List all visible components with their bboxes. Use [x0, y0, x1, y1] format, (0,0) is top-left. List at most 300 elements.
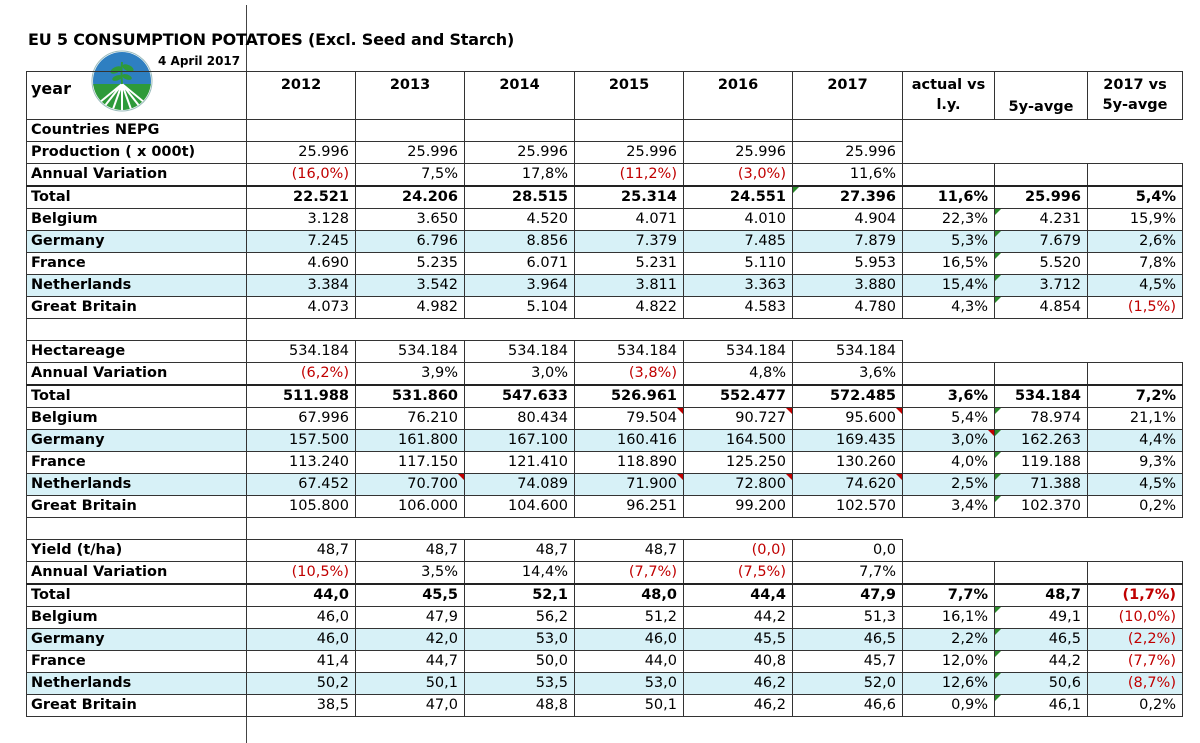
yield-head-value: (0,0) — [684, 540, 793, 562]
empty-cell — [995, 363, 1088, 386]
avg-cell: 4.231 — [995, 209, 1088, 231]
vs-avg-cell: 15,9% — [1088, 209, 1183, 231]
empty-cell — [684, 120, 793, 142]
value-cell: 3.964 — [465, 275, 575, 297]
avg-cell: 71.388 — [995, 474, 1088, 496]
yield-variation-value: (7,7%) — [575, 562, 684, 585]
vs-ly-cell: 3,4% — [903, 496, 995, 518]
value-cell: 24.551 — [684, 186, 793, 209]
value-cell: 45,5 — [684, 629, 793, 651]
value-cell: 46,5 — [793, 629, 903, 651]
value-cell: 167.100 — [465, 430, 575, 452]
header-row — [27, 72, 1183, 120]
hectareage-variation-value: (3,8%) — [575, 363, 684, 386]
empty-cell — [995, 319, 1088, 341]
value-cell: 118.890 — [575, 452, 684, 474]
value-cell: 4.982 — [356, 297, 465, 319]
production-variation-row — [27, 164, 1183, 187]
empty-cell — [903, 164, 995, 187]
empty-cell — [356, 319, 465, 341]
production-label: Production ( x 000t) — [27, 142, 247, 164]
vs-ly-cell: 15,4% — [903, 275, 995, 297]
vs-ly-cell: 11,6% — [903, 186, 995, 209]
value-cell: 3.363 — [684, 275, 793, 297]
vs-ly-cell: 16,5% — [903, 253, 995, 275]
value-cell: 164.500 — [684, 430, 793, 452]
value-cell: 4.071 — [575, 209, 684, 231]
value-cell: 53,0 — [575, 673, 684, 695]
hectareage-head-value: 534.184 — [575, 341, 684, 363]
production-variation-label: Annual Variation — [27, 164, 247, 187]
header-2017-vs-avg — [1088, 72, 1183, 120]
countries-row — [27, 120, 1183, 142]
hectareage-label: Hectareage — [27, 341, 247, 363]
value-cell: 90.727 — [684, 408, 793, 430]
value-cell: 95.600 — [793, 408, 903, 430]
value-cell: 7.379 — [575, 231, 684, 253]
vs-avg-cell: 21,1% — [1088, 408, 1183, 430]
value-cell: 526.961 — [575, 385, 684, 408]
header-actual-vs-line2: l.y. — [936, 97, 961, 113]
value-cell: 7.485 — [684, 231, 793, 253]
empty-cell — [903, 562, 995, 585]
value-cell: 99.200 — [684, 496, 793, 518]
value-cell: 40,8 — [684, 651, 793, 673]
empty-cell — [465, 319, 575, 341]
value-cell: 44,7 — [356, 651, 465, 673]
value-cell: 24.206 — [356, 186, 465, 209]
vs-avg-cell: 7,2% — [1088, 385, 1183, 408]
country-label: Total — [27, 186, 247, 209]
yield-head-value: 48,7 — [356, 540, 465, 562]
country-label: Total — [27, 385, 247, 408]
value-cell: 3.128 — [247, 209, 356, 231]
value-cell: 169.435 — [793, 430, 903, 452]
country-label: Germany — [27, 629, 247, 651]
avg-cell: 25.996 — [995, 186, 1088, 209]
vs-avg-cell: 0,2% — [1088, 496, 1183, 518]
vs-ly-cell: 3,6% — [903, 385, 995, 408]
production-row-netherlands — [27, 275, 1183, 297]
hectareage-head-value: 534.184 — [247, 341, 356, 363]
value-cell: 4.822 — [575, 297, 684, 319]
empty-cell — [27, 319, 247, 341]
hectareage-head-value: 534.184 — [793, 341, 903, 363]
value-cell: 52,0 — [793, 673, 903, 695]
value-cell: 4.583 — [684, 297, 793, 319]
yield-row-netherlands — [27, 673, 1183, 695]
value-cell: 79.504 — [575, 408, 684, 430]
production-head-value: 25.996 — [575, 142, 684, 164]
empty-cell — [247, 120, 356, 142]
production-variation-value: (3,0%) — [684, 164, 793, 187]
potato-data-table — [26, 71, 1183, 717]
vs-avg-cell: (1,5%) — [1088, 297, 1183, 319]
country-label: Germany — [27, 430, 247, 452]
value-cell: 5.235 — [356, 253, 465, 275]
value-cell: 106.000 — [356, 496, 465, 518]
value-cell: 50,1 — [575, 695, 684, 717]
vs-ly-cell: 16,1% — [903, 607, 995, 629]
vs-avg-cell: 5,4% — [1088, 186, 1183, 209]
value-cell: 7.245 — [247, 231, 356, 253]
empty-cell — [903, 540, 995, 562]
value-cell: 28.515 — [465, 186, 575, 209]
value-cell: 74.620 — [793, 474, 903, 496]
header-year-2015: 2015 — [575, 72, 684, 120]
value-cell: 50,1 — [356, 673, 465, 695]
country-label: Total — [27, 584, 247, 607]
value-cell: 27.396 — [793, 186, 903, 209]
country-label: Great Britain — [27, 695, 247, 717]
country-label: France — [27, 253, 247, 275]
value-cell: 53,0 — [465, 629, 575, 651]
avg-cell: 44,2 — [995, 651, 1088, 673]
empty-cell — [903, 518, 995, 540]
yield-row-germany — [27, 629, 1183, 651]
production-variation-value: (16,0%) — [247, 164, 356, 187]
production-variation-value: 7,5% — [356, 164, 465, 187]
empty-cell — [793, 120, 903, 142]
vs-avg-cell: 4,5% — [1088, 275, 1183, 297]
value-cell: 572.485 — [793, 385, 903, 408]
vs-avg-cell: (1,7%) — [1088, 584, 1183, 607]
yield-variation-value: (10,5%) — [247, 562, 356, 585]
empty-cell — [684, 319, 793, 341]
value-cell: 80.434 — [465, 408, 575, 430]
section-gap — [27, 518, 1183, 540]
vs-ly-cell: 4,0% — [903, 452, 995, 474]
yield-row-total — [27, 584, 1183, 607]
value-cell: 70.700 — [356, 474, 465, 496]
value-cell: 4.904 — [793, 209, 903, 231]
value-cell: 96.251 — [575, 496, 684, 518]
value-cell: 44,0 — [575, 651, 684, 673]
production-variation-value: 11,6% — [793, 164, 903, 187]
yield-head-value: 48,7 — [575, 540, 684, 562]
avg-cell: 5.520 — [995, 253, 1088, 275]
empty-cell — [1088, 540, 1183, 562]
avg-cell: 102.370 — [995, 496, 1088, 518]
value-cell: 74.089 — [465, 474, 575, 496]
vs-ly-cell: 12,0% — [903, 651, 995, 673]
empty-cell — [247, 319, 356, 341]
production-head-row — [27, 142, 1183, 164]
avg-cell: 46,1 — [995, 695, 1088, 717]
header-year-2014: 2014 — [465, 72, 575, 120]
value-cell: 130.260 — [793, 452, 903, 474]
header-year-2013: 2013 — [356, 72, 465, 120]
value-cell: 3.811 — [575, 275, 684, 297]
country-label: Belgium — [27, 408, 247, 430]
avg-cell: 119.188 — [995, 452, 1088, 474]
value-cell: 3.542 — [356, 275, 465, 297]
empty-cell — [995, 562, 1088, 585]
value-cell: 47,9 — [793, 584, 903, 607]
empty-cell — [995, 540, 1088, 562]
yield-variation-value: 3,5% — [356, 562, 465, 585]
empty-cell — [903, 142, 995, 164]
empty-cell — [793, 319, 903, 341]
country-label: Germany — [27, 231, 247, 253]
production-head-value: 25.996 — [684, 142, 793, 164]
avg-cell: 48,7 — [995, 584, 1088, 607]
value-cell: 102.570 — [793, 496, 903, 518]
value-cell: 3.880 — [793, 275, 903, 297]
empty-cell — [995, 142, 1088, 164]
vs-ly-cell: 2,2% — [903, 629, 995, 651]
hectareage-variation-label: Annual Variation — [27, 363, 247, 386]
yield-variation-value: 7,7% — [793, 562, 903, 585]
vs-ly-cell: 22,3% — [903, 209, 995, 231]
value-cell: 552.477 — [684, 385, 793, 408]
empty-cell — [356, 120, 465, 142]
header-year-2017: 2017 — [793, 72, 903, 120]
value-cell: 8.856 — [465, 231, 575, 253]
value-cell: 52,1 — [465, 584, 575, 607]
vs-avg-cell: (8,7%) — [1088, 673, 1183, 695]
production-variation-value: 17,8% — [465, 164, 575, 187]
value-cell: 46,2 — [684, 695, 793, 717]
empty-cell — [465, 120, 575, 142]
value-cell: 4.520 — [465, 209, 575, 231]
empty-cell — [903, 319, 995, 341]
value-cell: 47,9 — [356, 607, 465, 629]
empty-cell — [1088, 363, 1183, 386]
vs-avg-cell: (7,7%) — [1088, 651, 1183, 673]
yield-variation-row — [27, 562, 1183, 585]
value-cell: 71.900 — [575, 474, 684, 496]
value-cell: 38,5 — [247, 695, 356, 717]
report-date: 4 April 2017 — [158, 54, 241, 68]
hectareage-row-germany — [27, 430, 1183, 452]
vs-ly-cell: 2,5% — [903, 474, 995, 496]
country-label: Netherlands — [27, 275, 247, 297]
value-cell: 5.231 — [575, 253, 684, 275]
header-year-2016: 2016 — [684, 72, 793, 120]
vs-ly-cell: 5,3% — [903, 231, 995, 253]
hectareage-row-great-britain — [27, 496, 1183, 518]
value-cell: 104.600 — [465, 496, 575, 518]
value-cell: 121.410 — [465, 452, 575, 474]
production-head-value: 25.996 — [247, 142, 356, 164]
production-row-germany — [27, 231, 1183, 253]
empty-cell — [903, 120, 995, 142]
value-cell: 117.150 — [356, 452, 465, 474]
avg-cell: 3.712 — [995, 275, 1088, 297]
production-row-france — [27, 253, 1183, 275]
hectareage-head-row — [27, 341, 1183, 363]
hectareage-variation-value: 3,0% — [465, 363, 575, 386]
hectareage-head-value: 534.184 — [465, 341, 575, 363]
empty-cell — [684, 518, 793, 540]
value-cell: 44,2 — [684, 607, 793, 629]
value-cell: 50,0 — [465, 651, 575, 673]
country-label: France — [27, 651, 247, 673]
hectareage-variation-value: 3,6% — [793, 363, 903, 386]
avg-cell: 7.679 — [995, 231, 1088, 253]
value-cell: 46,2 — [684, 673, 793, 695]
value-cell: 22.521 — [247, 186, 356, 209]
production-head-value: 25.996 — [465, 142, 575, 164]
value-cell: 45,7 — [793, 651, 903, 673]
value-cell: 5.110 — [684, 253, 793, 275]
production-row-total — [27, 186, 1183, 209]
avg-cell: 49,1 — [995, 607, 1088, 629]
page-title: EU 5 CONSUMPTION POTATOES (Excl. Seed and Starch) — [28, 30, 515, 49]
empty-cell — [1088, 120, 1183, 142]
country-label: France — [27, 452, 247, 474]
empty-cell — [995, 120, 1088, 142]
country-label: Belgium — [27, 607, 247, 629]
hectareage-row-total — [27, 385, 1183, 408]
vs-avg-cell: 4,5% — [1088, 474, 1183, 496]
value-cell: 46,0 — [247, 629, 356, 651]
empty-cell — [1088, 518, 1183, 540]
value-cell: 125.250 — [684, 452, 793, 474]
production-variation-value: (11,2%) — [575, 164, 684, 187]
empty-cell — [356, 518, 465, 540]
yield-head-value: 48,7 — [465, 540, 575, 562]
avg-cell: 534.184 — [995, 385, 1088, 408]
value-cell: 6.796 — [356, 231, 465, 253]
header-actual-vs-ly — [903, 72, 995, 120]
value-cell: 51,3 — [793, 607, 903, 629]
value-cell: 25.314 — [575, 186, 684, 209]
header-year-label: year — [27, 72, 247, 120]
yield-head-row — [27, 540, 1183, 562]
value-cell: 46,6 — [793, 695, 903, 717]
header-vs-avg-line2: 5y-avge — [1102, 97, 1168, 113]
value-cell: 56,2 — [465, 607, 575, 629]
empty-cell — [1088, 341, 1183, 363]
value-cell: 51,2 — [575, 607, 684, 629]
value-cell: 3.650 — [356, 209, 465, 231]
yield-row-france — [27, 651, 1183, 673]
value-cell: 7.879 — [793, 231, 903, 253]
yield-head-value: 48,7 — [247, 540, 356, 562]
avg-cell: 46,5 — [995, 629, 1088, 651]
value-cell: 76.210 — [356, 408, 465, 430]
value-cell: 72.800 — [684, 474, 793, 496]
value-cell: 48,0 — [575, 584, 684, 607]
value-cell: 44,0 — [247, 584, 356, 607]
vs-avg-cell: 4,4% — [1088, 430, 1183, 452]
value-cell: 46,0 — [247, 607, 356, 629]
hectareage-variation-row — [27, 363, 1183, 386]
avg-cell: 162.263 — [995, 430, 1088, 452]
countries-label: Countries NEPG — [27, 120, 247, 142]
value-cell: 161.800 — [356, 430, 465, 452]
value-cell: 4.780 — [793, 297, 903, 319]
value-cell: 50,2 — [247, 673, 356, 695]
value-cell: 3.384 — [247, 275, 356, 297]
empty-cell — [995, 518, 1088, 540]
hectareage-head-value: 534.184 — [684, 341, 793, 363]
hectareage-head-value: 534.184 — [356, 341, 465, 363]
production-row-belgium — [27, 209, 1183, 231]
vs-avg-cell: 9,3% — [1088, 452, 1183, 474]
production-head-value: 25.996 — [356, 142, 465, 164]
production-row-great-britain — [27, 297, 1183, 319]
value-cell: 6.071 — [465, 253, 575, 275]
section-gap — [27, 319, 1183, 341]
vs-avg-cell: 0,2% — [1088, 695, 1183, 717]
value-cell: 67.452 — [247, 474, 356, 496]
hectareage-row-netherlands — [27, 474, 1183, 496]
yield-variation-value: (7,5%) — [684, 562, 793, 585]
yield-label: Yield (t/ha) — [27, 540, 247, 562]
country-label: Netherlands — [27, 474, 247, 496]
value-cell: 45,5 — [356, 584, 465, 607]
value-cell: 5.953 — [793, 253, 903, 275]
vs-avg-cell: 2,6% — [1088, 231, 1183, 253]
avg-cell: 4.854 — [995, 297, 1088, 319]
header-year-2012: 2012 — [247, 72, 356, 120]
value-cell: 41,4 — [247, 651, 356, 673]
empty-cell — [1088, 142, 1183, 164]
value-cell: 4.073 — [247, 297, 356, 319]
country-label: Netherlands — [27, 673, 247, 695]
avg-cell: 50,6 — [995, 673, 1088, 695]
empty-cell — [903, 341, 995, 363]
value-cell: 547.633 — [465, 385, 575, 408]
empty-cell — [995, 164, 1088, 187]
value-cell: 5.104 — [465, 297, 575, 319]
value-cell: 105.800 — [247, 496, 356, 518]
vs-avg-cell: (10,0%) — [1088, 607, 1183, 629]
value-cell: 67.996 — [247, 408, 356, 430]
empty-cell — [1088, 319, 1183, 341]
value-cell: 531.860 — [356, 385, 465, 408]
header-5y-avg: 5y-avge — [995, 72, 1088, 120]
header-vs-avg-line1: 2017 vs — [1103, 77, 1167, 93]
avg-cell: 78.974 — [995, 408, 1088, 430]
value-cell: 53,5 — [465, 673, 575, 695]
yield-row-belgium — [27, 607, 1183, 629]
value-cell: 157.500 — [247, 430, 356, 452]
vs-ly-cell: 5,4% — [903, 408, 995, 430]
value-cell: 42,0 — [356, 629, 465, 651]
hectareage-variation-value: 3,9% — [356, 363, 465, 386]
empty-cell — [903, 363, 995, 386]
header-actual-vs-line1: actual vs — [911, 77, 986, 93]
value-cell: 4.690 — [247, 253, 356, 275]
hectareage-variation-value: (6,2%) — [247, 363, 356, 386]
empty-cell — [793, 518, 903, 540]
vs-ly-cell: 3,0% — [903, 430, 995, 452]
hectareage-row-belgium — [27, 408, 1183, 430]
empty-cell — [575, 319, 684, 341]
empty-cell — [575, 518, 684, 540]
country-label: Great Britain — [27, 496, 247, 518]
vs-ly-cell: 4,3% — [903, 297, 995, 319]
empty-cell — [465, 518, 575, 540]
country-label: Great Britain — [27, 297, 247, 319]
vs-ly-cell: 7,7% — [903, 584, 995, 607]
value-cell: 47,0 — [356, 695, 465, 717]
value-cell: 4.010 — [684, 209, 793, 231]
empty-cell — [1088, 562, 1183, 585]
value-cell: 113.240 — [247, 452, 356, 474]
hectareage-row-france — [27, 452, 1183, 474]
value-cell: 48,8 — [465, 695, 575, 717]
country-label: Belgium — [27, 209, 247, 231]
empty-cell — [247, 518, 356, 540]
vs-avg-cell: (2,2%) — [1088, 629, 1183, 651]
vs-ly-cell: 12,6% — [903, 673, 995, 695]
yield-head-value: 0,0 — [793, 540, 903, 562]
